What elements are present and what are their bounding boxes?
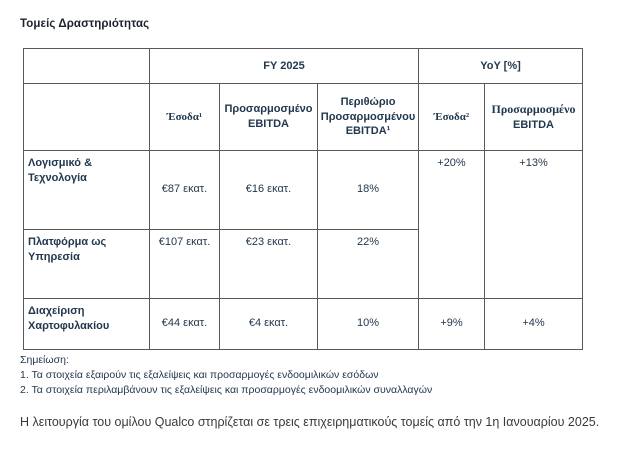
yoy-revenue-cell-merged: +20% bbox=[419, 151, 485, 299]
notes-heading: Σημείωση: bbox=[20, 354, 69, 366]
margin-cell: 18% bbox=[318, 151, 419, 230]
sectors-table bbox=[23, 48, 583, 350]
col-header-revenue-fy: Έσοδα¹ bbox=[150, 84, 220, 151]
col-header-adj-ebitda-yoy-line2: EBITDA bbox=[513, 118, 554, 131]
notes-block bbox=[20, 353, 625, 398]
row-label: Διαχείριση Χαρτοφυλακίου bbox=[24, 299, 150, 350]
adj-ebitda-cell: €4 εκατ. bbox=[220, 299, 318, 350]
corner-empty-cell-top bbox=[24, 49, 150, 84]
table-row-portfolio-management bbox=[24, 299, 583, 350]
adj-ebitda-cell: €23 εκατ. bbox=[220, 230, 318, 299]
group-header-fy2025: FY 2025 bbox=[150, 49, 419, 84]
adj-ebitda-cell: €16 εκατ. bbox=[220, 151, 318, 230]
revenue-cell: €87 εκατ. bbox=[150, 151, 220, 230]
yoy-revenue-cell: +9% bbox=[419, 299, 485, 350]
table-row-software-technology bbox=[24, 151, 583, 230]
revenue-cell: €44 εκατ. bbox=[150, 299, 220, 350]
row-label: Πλατφόρμα ως Υπηρεσία bbox=[24, 230, 150, 299]
col-header-revenue-yoy: Έσοδα² bbox=[419, 84, 485, 151]
footer-paragraph: Η λειτουργία του ομίλου Qualco στηρίζεται σε τρεις επιχειρηματικούς τομείς από την 1η Ιανουαρίου 2025. bbox=[20, 415, 600, 429]
revenue-cell: €107 εκατ. bbox=[150, 230, 220, 299]
col-header-adj-ebitda-yoy-line1: Προσαρμοσμένο bbox=[491, 102, 576, 117]
row-label: Λογισμικό & Τεχνολογία bbox=[24, 151, 150, 230]
note-item-2: 2. Τα στοιχεία περιλαμβάνουν τις εξαλείψεις και προσαρμογές ενδοομιλικών συναλλαγών bbox=[20, 384, 433, 396]
col-header-adj-ebitda-yoy bbox=[485, 84, 583, 151]
note-item-1: 1. Τα στοιχεία εξαιρούν τις εξαλείψεις και προσαρμογές ενδοομιλικών εσόδων bbox=[20, 369, 379, 381]
column-header-row bbox=[24, 84, 583, 151]
yoy-adj-ebitda-cell: +4% bbox=[485, 299, 583, 350]
col-header-adj-ebitda-fy: Προσαρμοσμένο EBITDA bbox=[220, 84, 318, 151]
corner-empty-cell-bottom bbox=[24, 84, 150, 151]
page-title: Τομείς Δραστηριότητας bbox=[20, 18, 150, 30]
group-header-row bbox=[24, 49, 583, 84]
margin-cell: 10% bbox=[318, 299, 419, 350]
yoy-adj-ebitda-cell-merged: +13% bbox=[485, 151, 583, 299]
margin-cell: 22% bbox=[318, 230, 419, 299]
col-header-margin-fy: Περιθώριο Προσαρμοσμένου EBITDA¹ bbox=[318, 84, 419, 151]
group-header-yoy: YoY [%] bbox=[419, 49, 583, 84]
